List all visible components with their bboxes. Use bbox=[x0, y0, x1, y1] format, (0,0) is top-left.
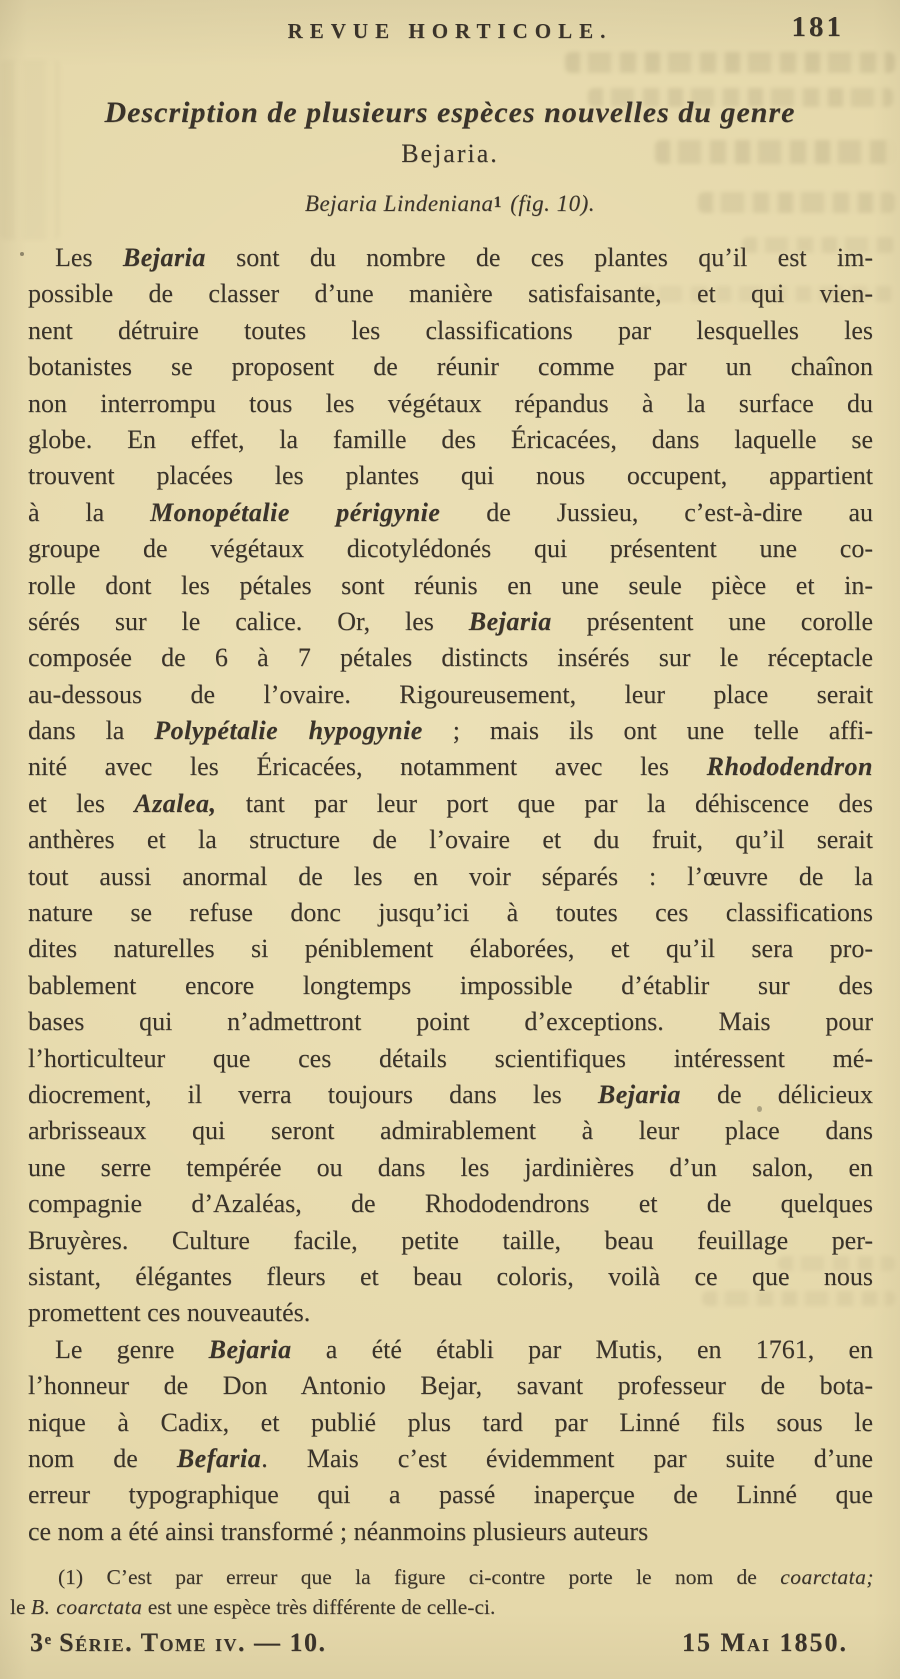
paragraph bbox=[28, 240, 873, 1332]
italic-genus-term: Monopétalie périgynie bbox=[150, 497, 441, 527]
footnote bbox=[10, 1562, 874, 1622]
ink-speck bbox=[20, 252, 24, 256]
text-line: nité avec les Éricacées, notamment avec les Rhododendron bbox=[28, 752, 873, 782]
text-line: erreur typographique qui a passé inaperçue de Linné que bbox=[28, 1480, 873, 1510]
species-name: Bejaria Lindeniana bbox=[304, 191, 494, 216]
text-line: promettent ces nouveautés. bbox=[28, 1298, 311, 1328]
species-subtitle bbox=[0, 191, 900, 217]
text-line: dans la Polypétalie hypogynie ; mais ils ont une telle affi- bbox=[28, 716, 873, 746]
text-line: non interrompu tous les végétaux répandus à la surface du bbox=[28, 388, 873, 418]
text-line: groupe de végétaux dicotylédonés qui présentent une co- bbox=[28, 534, 873, 564]
series-number: 3 bbox=[30, 1628, 45, 1657]
bleed-through-artifact bbox=[565, 52, 895, 73]
text-line: une serre tempérée ou dans les jardinières d’un salon, en bbox=[28, 1152, 873, 1182]
italic-genus-term: Azalea, bbox=[134, 788, 217, 818]
italic-genus-term: Befaria bbox=[176, 1443, 262, 1473]
paragraph bbox=[10, 1562, 874, 1622]
italic-genus-term: Bejaria bbox=[597, 1079, 681, 1109]
article-title-line2: Bejaria. bbox=[401, 139, 499, 168]
text-line: composée de 6 à 7 pétales distincts insérés sur le réceptacle bbox=[28, 643, 873, 673]
italic-genus-term: Polypétalie hypogynie bbox=[154, 716, 423, 746]
text-line: rolle dont les pétales sont réunis en une seule pièce et in- bbox=[28, 570, 873, 600]
text-line: bablement encore longtemps impossible d’établir sur des bbox=[28, 970, 873, 1000]
paragraph bbox=[28, 1332, 873, 1550]
text-line: diocrement, il verra toujours dans les Bejaria de délicieux bbox=[28, 1079, 873, 1109]
text-line: l’honneur de Don Antonio Bejar, savant professeur de bota- bbox=[28, 1371, 873, 1401]
text-line: arbrisseaux qui seront admirablement à leur place dans bbox=[28, 1116, 873, 1146]
footnote-reference-mark: 1 bbox=[493, 194, 502, 211]
text-line: sistant, élégantes fleurs et beau coloris, voilà ce que nous bbox=[28, 1261, 873, 1291]
text-line: compagnie d’Azaléas, de Rhododendrons et de quelques bbox=[28, 1189, 873, 1219]
series-volume-footer bbox=[30, 1628, 327, 1658]
italic-genus-term: B. coarctata bbox=[30, 1595, 143, 1619]
article-title-line1: Description de plusieurs espèces nouvelles du genre bbox=[104, 96, 796, 129]
text-line: anthères et la structure de l’ovaire et du fruit, qu’il serait bbox=[28, 825, 873, 855]
italic-genus-term: Bejaria bbox=[122, 243, 206, 272]
text-line: (1) C’est par erreur que la figure ci-contre porte le nom de coarctata; bbox=[58, 1565, 874, 1589]
text-line: ce nom a été ainsi transformé ; néanmoins plusieurs auteurs bbox=[28, 1516, 649, 1546]
italic-genus-term: Bejaria bbox=[468, 606, 552, 636]
text-line: trouvent placées les plantes qui nous occupent, appartient bbox=[28, 461, 873, 491]
article-body bbox=[28, 240, 873, 1550]
text-line: botanistes se proposent de réunir comme par un chaînon bbox=[28, 352, 873, 382]
text-line: Les Bejaria sont du nombre de ces plantes qu’il est im- bbox=[55, 243, 873, 272]
text-line: au-dessous de l’ovaire. Rigoureusement, leur place serait bbox=[28, 679, 873, 709]
text-line: nature se refuse donc jusqu’ici à toutes ces classifications bbox=[28, 898, 873, 928]
text-line: dites naturelles si péniblement élaborées, et qu’il sera pro- bbox=[28, 934, 873, 964]
text-line: tout aussi anormal de les en voir séparés : l’œuvre de la bbox=[28, 861, 873, 891]
figure-reference: (fig. 10). bbox=[510, 191, 596, 216]
text-line: sérés sur le calice. Or, les Bejaria présentent une corolle bbox=[28, 606, 873, 636]
series-volume-text: Série. Tome iv. — 10. bbox=[51, 1628, 327, 1657]
italic-genus-term: Bejaria bbox=[208, 1334, 292, 1364]
text-line: nom de Befaria. Mais c’est évidemment par suite d’une bbox=[28, 1443, 873, 1473]
series-ordinal-suffix: e bbox=[44, 1632, 52, 1648]
journal-running-head: REVUE HORTICOLE. bbox=[287, 19, 613, 43]
text-line: bases qui n’admettront point d’exceptions. Mais pour bbox=[28, 1007, 873, 1037]
text-line: globe. En effet, la famille des Éricacées, dans laquelle se bbox=[28, 424, 873, 454]
text-line: Bruyères. Culture facile, petite taille, beau feuillage per- bbox=[28, 1225, 873, 1255]
text-line: possible de classer d’une manière satisfaisante, et qui vien- bbox=[28, 279, 873, 309]
text-line: le B. coarctata est une espèce très différente de celle-ci. bbox=[10, 1595, 496, 1619]
text-line: et les Azalea, tant par leur port que par la déhiscence des bbox=[28, 788, 873, 818]
page-number: 181 bbox=[791, 11, 844, 43]
article-title-block bbox=[0, 96, 900, 169]
text-line: nent détruire toutes les classifications par lesquelles les bbox=[28, 315, 873, 345]
text-line: l’horticulteur que ces détails scientifiques intéressent mé- bbox=[28, 1043, 873, 1073]
italic-genus-term: Rhododendron bbox=[706, 752, 873, 782]
text-line: à la Monopétalie périgynie de Jussieu, c’est-à-dire au bbox=[28, 497, 873, 527]
issue-date-footer: 15 Mai 1850. bbox=[681, 1628, 848, 1657]
text-line: Le genre Bejaria a été établi par Mutis, en 1761, en bbox=[55, 1334, 873, 1364]
text-line: nique à Cadix, et publié plus tard par Linné fils sous le bbox=[28, 1407, 873, 1437]
italic-genus-term: coarctata; bbox=[780, 1565, 874, 1589]
